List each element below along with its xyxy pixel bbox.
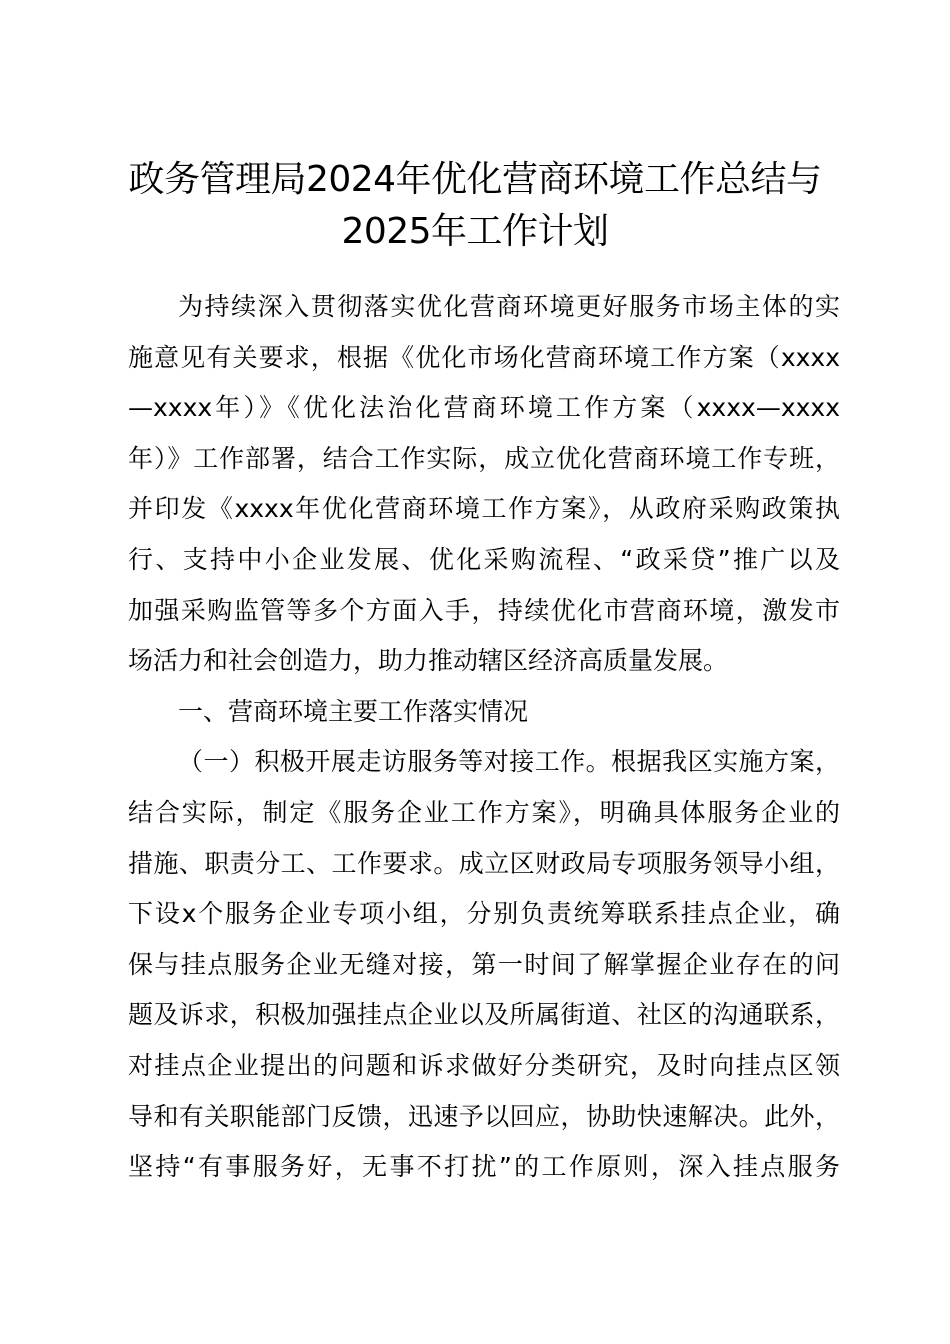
- paragraph-line: 对挂点企业提出的问题和诉求做好分类研究，及时向挂点区领: [128, 1050, 840, 1080]
- paragraph-line: 坚持“有事服务好，无事不打扰”的工作原则，深入挂点服务: [128, 1152, 840, 1182]
- paragraph-line: 保与挂点服务企业无缝对接，第一时间了解掌握企业存在的问: [128, 949, 840, 979]
- paragraph-line: 题及诉求，积极加强挂点企业以及所属街道、社区的沟通联系，: [128, 1000, 840, 1030]
- paragraph-line: 为持续深入贯彻落实优化营商环境更好服务市场主体的实: [178, 292, 840, 321]
- paragraph-line: 行、支持中小企业发展、优化采购流程、“政采贷”推广以及: [128, 544, 840, 574]
- section-heading: 一、营商环境主要工作落实情况: [178, 696, 529, 726]
- paragraph-line: 措施、职责分工、工作要求。成立区财政局专项服务领导小组，: [128, 848, 840, 878]
- paragraph-line: 施意见有关要求，根据《优化市场化营商环境工作方案（xxxx: [128, 342, 840, 372]
- paragraph-section-1: [128, 737, 840, 1192]
- paragraph-line: 年）》工作部署，结合工作实际，成立优化营商环境工作专班，: [128, 443, 840, 473]
- title-line-2: 2025年工作计划: [341, 211, 609, 252]
- document-title: [0, 154, 950, 258]
- paragraph-line: 场活力和社会创造力，助力推动辖区经济高质量发展。: [128, 646, 729, 676]
- document-body: [128, 282, 840, 1193]
- paragraph-line: （一）积极开展走访服务等对接工作。根据我区实施方案，: [178, 747, 840, 777]
- paragraph-line: 加强采购监管等多个方面入手，持续优化市营商环境，激发市: [128, 595, 840, 625]
- paragraph-line: —xxxx年）》《优化法治化营商环境工作方案（xxxx—xxxx: [128, 393, 840, 423]
- title-line-1: 政务管理局2024年优化营商环境工作总结与: [128, 159, 822, 200]
- paragraph-line: 导和有关职能部门反馈，迅速予以回应，协助快速解决。此外，: [128, 1101, 840, 1131]
- paragraph-line: 下设x个服务企业专项小组，分别负责统筹联系挂点企业，确: [128, 899, 840, 929]
- paragraph-line: 结合实际，制定《服务企业工作方案》，明确具体服务企业的: [128, 797, 840, 827]
- paragraph-intro: [128, 282, 840, 687]
- paragraph-line: 并印发《xxxx年优化营商环境工作方案》，从政府采购政策执: [128, 494, 840, 524]
